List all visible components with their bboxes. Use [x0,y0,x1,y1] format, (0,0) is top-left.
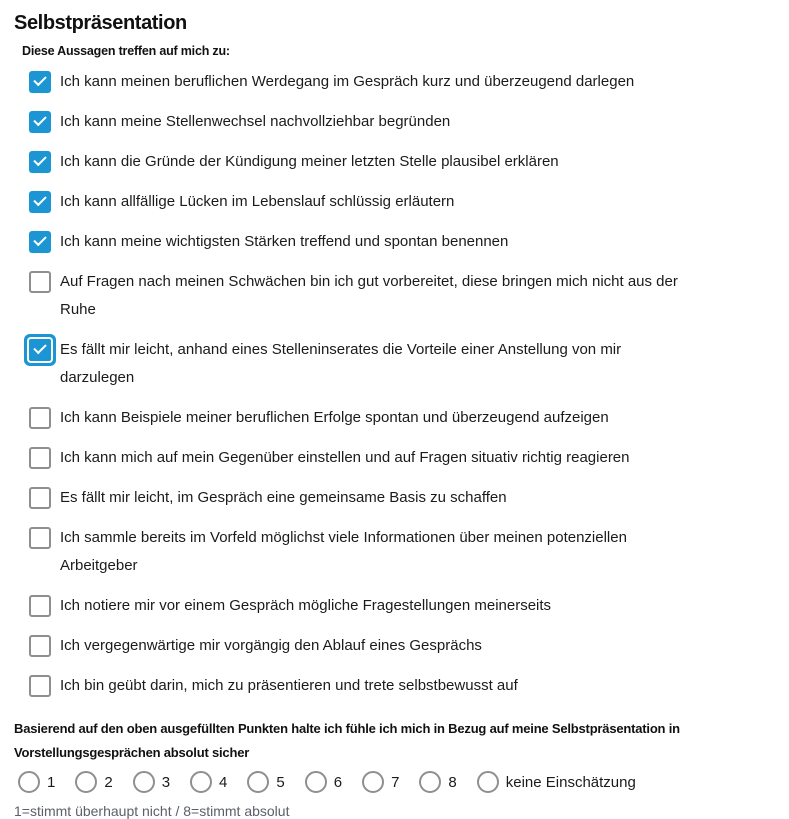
page-title: Selbstpräsentation [14,12,187,34]
checklist-item [29,108,775,136]
radio-button[interactable] [133,771,155,793]
checkmark-icon [33,73,46,86]
checklist-item [29,524,775,580]
radio-option-label: 7 [391,773,400,791]
statement-label: Ich kann meine Stellenwechsel nachvollziehbar begründen [60,113,451,130]
statement-checkbox[interactable] [29,487,51,509]
statement-checkbox[interactable] [29,111,51,133]
checklist-instruction: Diese Aussagen treffen auf mich zu: [22,44,230,58]
radio-button[interactable] [247,771,269,793]
radio-button[interactable] [477,771,499,793]
radio-option-label: keine Einschätzung [505,773,636,791]
statement-checkbox[interactable] [29,527,51,549]
statement-label: Auf Fragen nach meinen Schwächen bin ich gut vorbereitet, diese bringen mich nicht aus der Ruhe [60,273,678,318]
checklist-item [29,68,775,96]
radio-button[interactable] [75,771,97,793]
radio-option-label: 8 [448,773,457,791]
radio-button[interactable] [18,771,40,793]
checkmark-icon [33,153,46,166]
statement-label: Ich notiere mir vor einem Gespräch mögliche Fragestellungen meinerseits [60,597,552,614]
radio-button[interactable] [362,771,384,793]
checklist-item [29,444,775,472]
statement-label: Ich kann meinen beruflichen Werdegang im Gespräch kurz und überzeugend darlegen [60,73,635,90]
statement-checkbox[interactable] [29,595,51,617]
radio-option[interactable] [75,771,112,793]
rating-question: Basierend auf den oben ausgefüllten Punkten halte ich fühle ich mich in Bezug auf meine Selbstpräsentation in Vorstellungsgesprächen absolut sicher [14,721,680,760]
radio-option[interactable] [477,771,636,793]
statement-checkbox[interactable] [29,447,51,469]
statement-label: Ich kann meine wichtigsten Stärken treffend und spontan benennen [60,233,509,250]
statement-checkbox[interactable] [29,635,51,657]
scale-legend: 1=stimmt überhaupt nicht / 8=stimmt absolut [14,803,290,819]
statement-checkbox[interactable] [29,339,51,361]
checklist-item [29,404,775,432]
checklist-item [29,632,775,660]
radio-option-label: 4 [219,773,228,791]
statement-checkbox[interactable] [29,271,51,293]
checklist-item [29,336,775,392]
checkmark-icon [33,193,46,206]
statement-label: Ich vergegenwärtige mir vorgängig den Ablauf eines Gesprächs [60,637,482,654]
radio-option[interactable] [18,771,55,793]
statement-label: Ich kann die Gründe der Kündigung meiner letzten Stelle plausibel erklären [60,153,559,170]
checklist-item [29,592,775,620]
radio-option[interactable] [362,771,399,793]
radio-button[interactable] [419,771,441,793]
radio-option[interactable] [190,771,227,793]
checklist-item [29,672,775,700]
statement-checkbox[interactable] [29,151,51,173]
radio-option-label: 2 [104,773,113,791]
checklist-item [29,268,775,324]
radio-option-label: 6 [333,773,343,791]
checkmark-icon [33,233,46,246]
radio-option-label: 1 [47,773,56,791]
statement-checkbox[interactable] [29,675,51,697]
rating-section [14,717,775,819]
statement-checklist [29,68,775,700]
statement-checkbox[interactable] [29,231,51,253]
statement-label: Es fällt mir leicht, im Gespräch eine gemeinsame Basis zu schaffen [60,489,507,506]
radio-option-label: 3 [161,773,171,791]
radio-button[interactable] [305,771,327,793]
checklist-item [29,484,775,512]
statement-label: Es fällt mir leicht, anhand eines Stelleninserates die Vorteile einer Anstellung von mir darzulegen [60,341,622,386]
checkmark-icon [33,113,46,126]
statement-checkbox[interactable] [29,191,51,213]
radio-option[interactable] [419,771,456,793]
radio-option[interactable] [305,771,342,793]
radio-option-label: 5 [276,773,285,791]
checklist-item [29,188,775,216]
statement-label: Ich kann Beispiele meiner beruflichen Erfolge spontan und überzeugend aufzeigen [60,409,609,426]
statement-checkbox[interactable] [29,71,51,93]
checkmark-icon [33,341,46,354]
radio-option[interactable] [247,771,284,793]
statement-label: Ich kann mich auf mein Gegenüber einstellen und auf Fragen situativ richtig reagieren [60,449,630,466]
statement-label: Ich sammle bereits im Vorfeld möglichst viele Informationen über meinen potenziellen Arbeitgeber [60,529,627,574]
statement-checkbox[interactable] [29,407,51,429]
checklist-item [29,228,775,256]
rating-scale [18,771,775,793]
statement-label: Ich kann allfällige Lücken im Lebenslauf schlüssig erläutern [60,193,455,210]
radio-option[interactable] [133,771,170,793]
checklist-item [29,148,775,176]
statement-label: Ich bin geübt darin, mich zu präsentieren und trete selbstbewusst auf [60,677,518,694]
radio-button[interactable] [190,771,212,793]
